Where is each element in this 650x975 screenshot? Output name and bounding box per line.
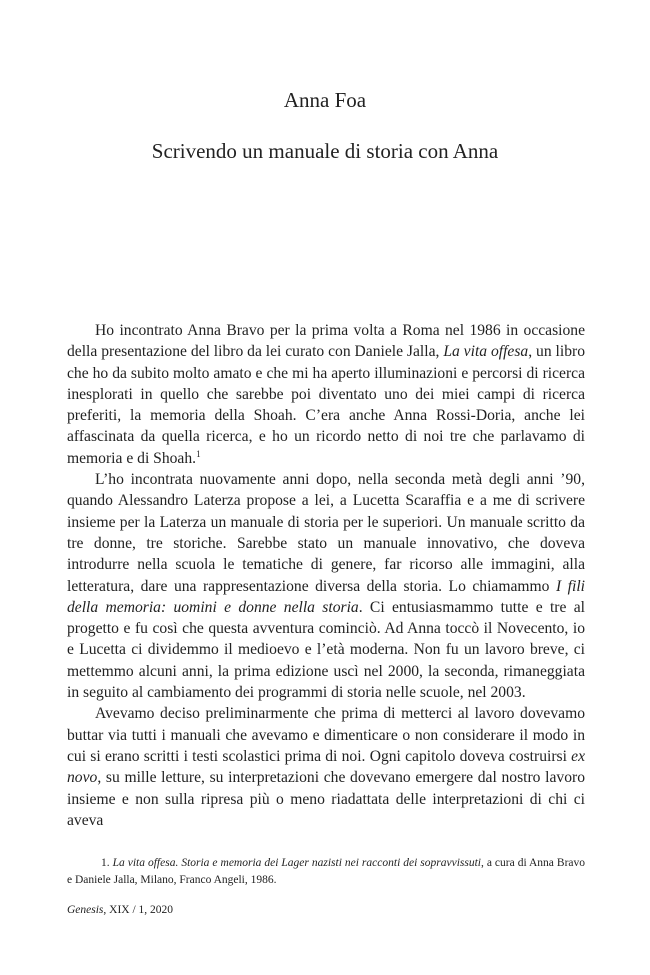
text-segment: L’ho incontrata nuovamente anni dopo, nella seconda metà degli anni ’90, quando Alessandro Laterza propose a lei, a Lucetta Scaraffia e a me di scrivere insieme per la Laterza un manuale di storia per le superiori. Un manuale scritto da tre donne, tre storiche. Sarebbe stato un manuale innovativo, che doveva introdurre nella scuola le tematiche di genere, far ricorso alle immagini, alla letteratura, dare una rappresentazione diversa della storia. Lo chiamammo (67, 471, 585, 595)
article-title: Scrivendo un manuale di storia con Anna (151, 139, 499, 163)
text-segment: , a cura di Anna Bravo e Daniele Jalla, Milano, Franco Angeli, 1986. (67, 857, 586, 886)
footnote-reference: 1 (196, 448, 201, 459)
italic-text: I fili della memoria: uomini e donne nella storia (67, 577, 586, 616)
journal-name: Genesis (67, 904, 104, 916)
text-segment: Avevamo deciso preliminarmente che prima di metterci al lavoro dovevamo buttar via tutti i manuali che avevamo e dimenticare o non considerare il modo in cui si erano scritti i testi scolastici prima di noi. Ogni capitolo doveva costruirsi (67, 705, 585, 765)
journal-issue: , XIX / 1, 2020 (103, 904, 174, 916)
article-body (67, 320, 585, 831)
author-name: Anna Foa (283, 88, 367, 112)
italic-text: La vita offesa (443, 343, 529, 361)
body-paragraph (67, 469, 585, 703)
italic-text: La vita offesa. Storia e memoria dei Lager nazisti nei racconti dei sopravvissuti (112, 857, 481, 869)
text-segment: , un libro che ho da subito molto amato e che mi ha aperto illuminazioni e percorsi di ricerca inesplorati in quello che sarebbe poi diventato uno dei miei campi di ricerca preferiti, la memoria della Shoah. C’era anche Anna Rossi-Doria, anche lei affascinata da quella ricerca, e ho un ricordo netto di noi tre che parlavamo di memoria e di Shoah. (67, 343, 585, 467)
text-segment: 1. (101, 857, 113, 869)
text-segment: Ho incontrato Anna Bravo per la prima volta a Roma nel 1986 in occasione della presentazione del libro da lei curato con Daniele Jalla, (67, 322, 585, 361)
footnotes (67, 855, 585, 889)
text-segment: , su mille letture, su interpretazioni che dovevano emergere dal nostro lavoro insieme e non sulla ripresa più o meno riadattata delle interpretazioni di chi ci aveva (67, 769, 585, 829)
footnote (67, 855, 585, 889)
body-paragraph (67, 703, 585, 831)
page-footer (67, 904, 173, 916)
italic-text: ex novo (67, 747, 585, 787)
body-paragraph (67, 320, 585, 469)
text-segment: . Ci entusiasmammo tutte e tre al progetto e fu così che questa avventura cominciò. Ad Anna toccò il Novecento, io e Lucetta ci dividemmo il medioevo e l’età moderna. Non fu un lavoro breve, ci mettemmo alcuni anni, la prima edizione uscì nel 2000, la seconda, rimaneggiata in seguito al cambiamento dei programmi di storia nelle scuole, nel 2003. (67, 598, 585, 702)
